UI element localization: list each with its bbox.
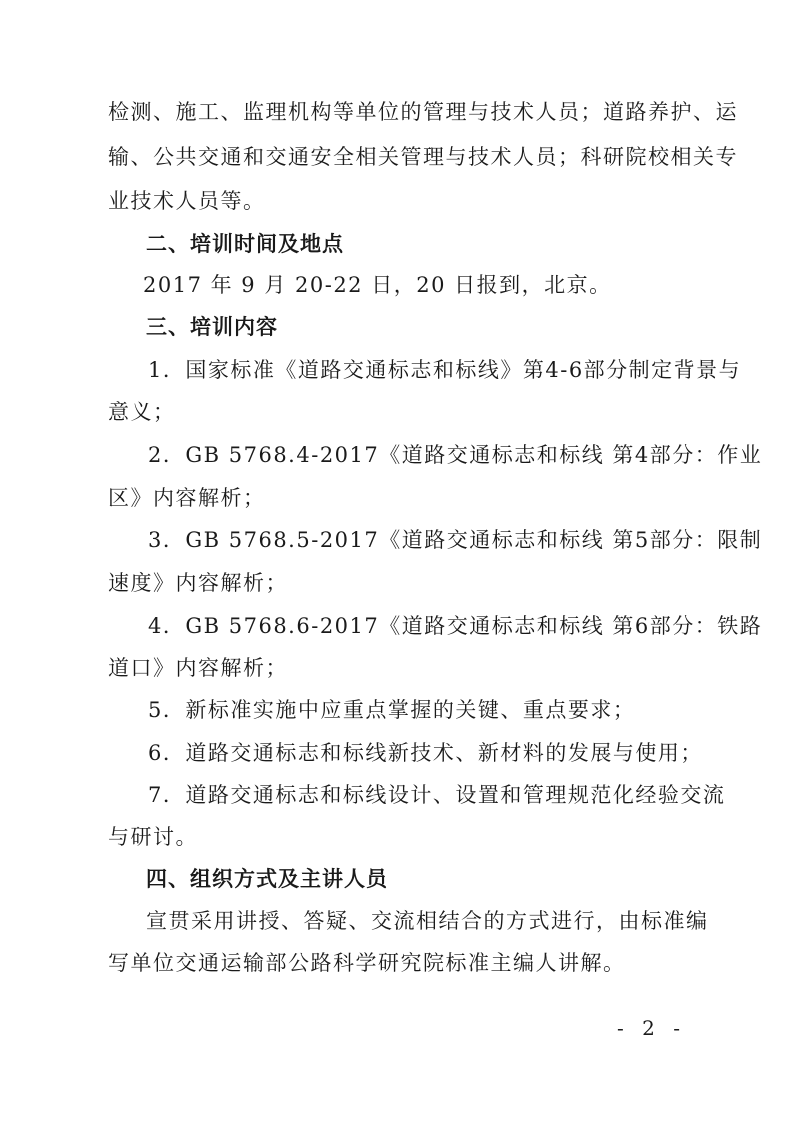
list-item-5: 5．新标准实施中应重点掌握的关键、重点要求； <box>148 698 636 722</box>
list-item-3-line-1: 3．GB 5768.5-2017《道路交通标志和标线 第5部分：限制 <box>148 528 763 552</box>
section-heading-content: 三、培训内容 <box>146 315 278 339</box>
text-line-2: 输、公共交通和交通安全相关管理与技术人员；科研院校相关专 <box>108 145 738 169</box>
text-line-method-2: 写单位交通运输部公路科学研究院标准主编人讲解。 <box>108 951 626 975</box>
list-item-1-line-1: 1．国家标准《道路交通标志和标线》第4-6部分制定背景与 <box>148 358 742 382</box>
section-heading-organization: 四、组织方式及主讲人员 <box>146 867 388 891</box>
list-item-1-line-2: 意义； <box>108 400 176 424</box>
list-item-7-line-1: 7．道路交通标志和标线设计、设置和管理规范化经验交流 <box>148 783 726 807</box>
list-item-4-line-2: 道口》内容解析； <box>108 656 288 680</box>
list-item-2-line-1: 2．GB 5768.4-2017《道路交通标志和标线 第4部分：作业 <box>148 443 763 467</box>
text-line-3: 业技术人员等。 <box>108 189 266 213</box>
list-item-7-line-2: 与研讨。 <box>108 825 198 849</box>
list-item-2-line-2: 区》内容解析； <box>108 486 266 510</box>
page-number: - 2 - <box>617 1016 686 1040</box>
list-item-3-line-2: 速度》内容解析； <box>108 571 288 595</box>
text-line-1: 检测、施工、监理机构等单位的管理与技术人员；道路养护、运 <box>108 100 738 124</box>
text-line-date: 2017 年 9 月 20-22 日，20 日报到，北京。 <box>143 273 612 297</box>
section-heading-time-location: 二、培训时间及地点 <box>146 232 344 256</box>
list-item-4-line-1: 4．GB 5768.6-2017《道路交通标志和标线 第6部分：铁路 <box>148 614 763 638</box>
list-item-6: 6．道路交通标志和标线新技术、新材料的发展与使用； <box>148 741 703 765</box>
text-line-method-1: 宣贯采用讲授、答疑、交流相结合的方式进行，由标准编 <box>146 909 709 933</box>
